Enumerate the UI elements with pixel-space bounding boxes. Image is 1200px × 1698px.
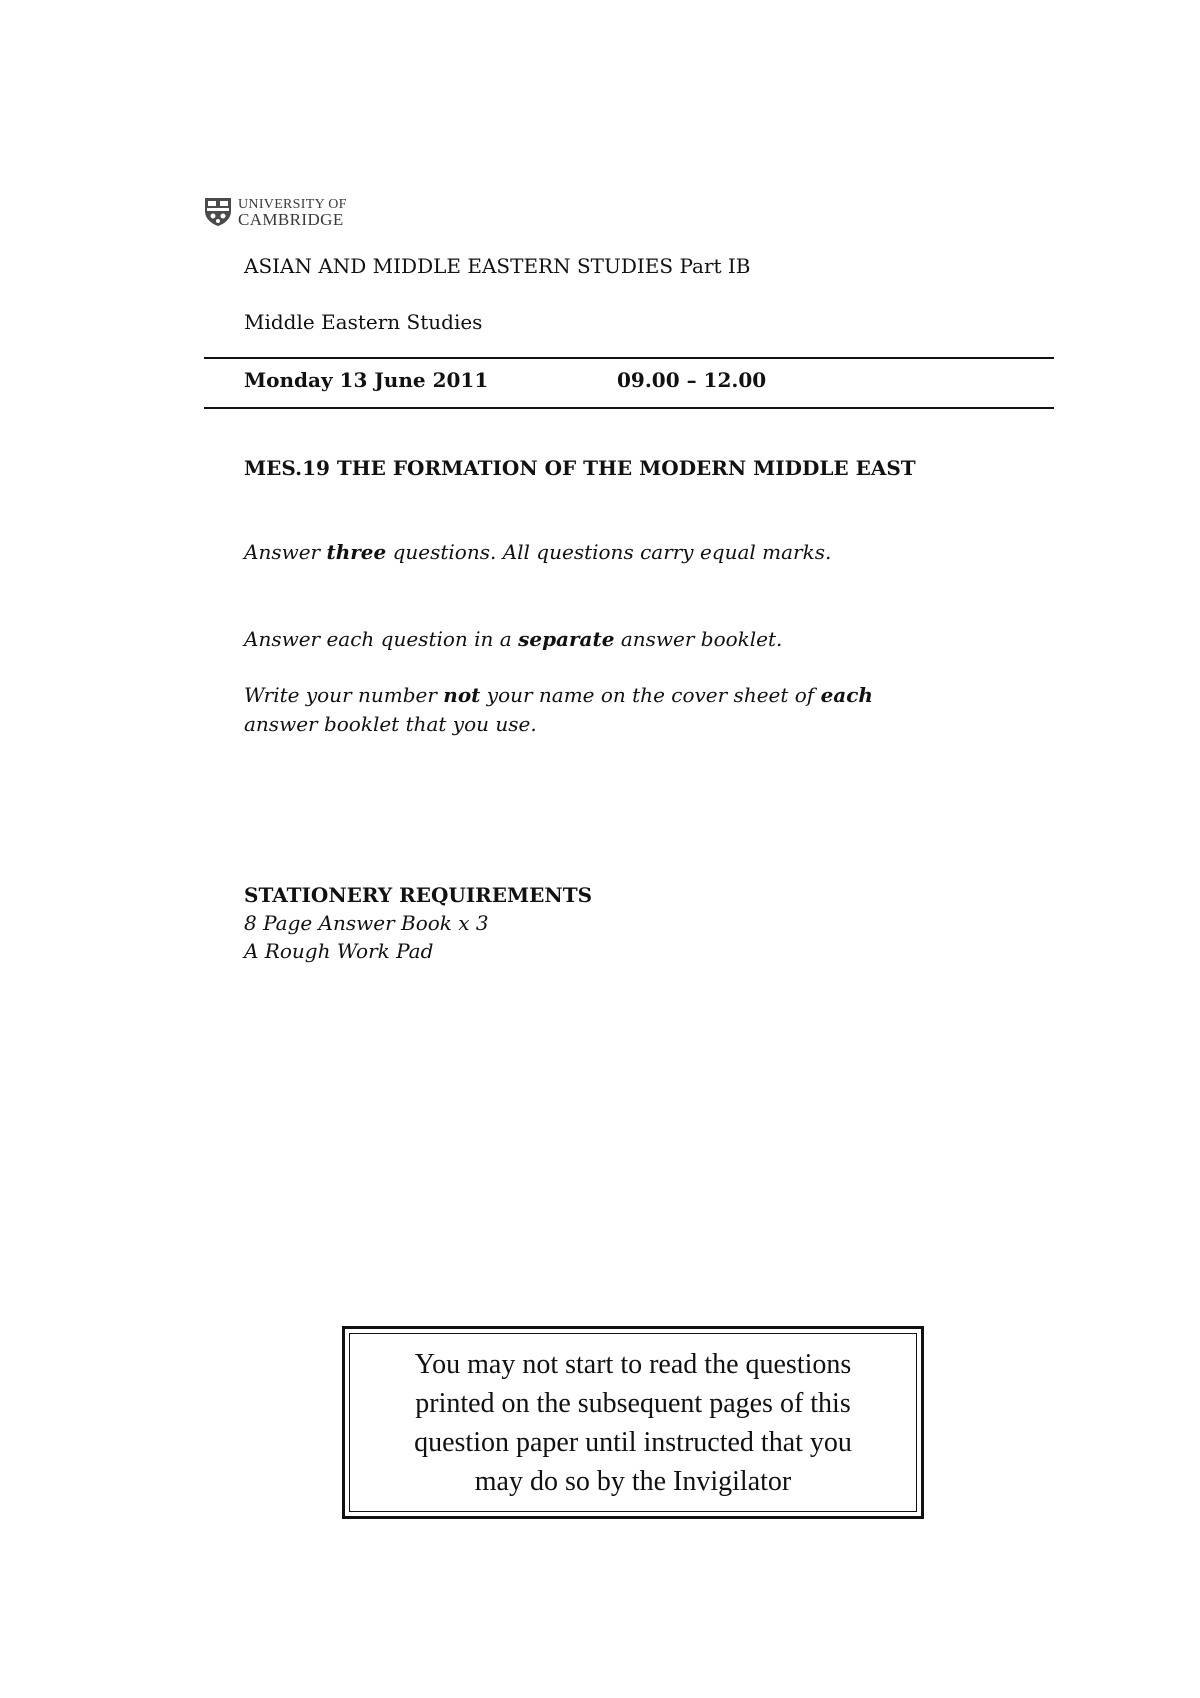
notice-text bbox=[414, 1345, 852, 1501]
invigilator-notice-box bbox=[342, 1326, 924, 1519]
instruction-separate-booklet bbox=[244, 627, 782, 651]
stationery-item: 8 Page Answer Book x 3 bbox=[244, 911, 489, 935]
notice-line: may do so by the Invigilator bbox=[474, 1465, 792, 1497]
notice-line: question paper until instructed that you bbox=[414, 1426, 852, 1458]
instruction-emphasis: three bbox=[326, 540, 387, 564]
instruction-emphasis: not bbox=[443, 683, 481, 707]
paper-title: MES.19 THE FORMATION OF THE MODERN MIDDLE EAST bbox=[244, 456, 916, 480]
instruction-text: questions. All questions carry equal marks. bbox=[386, 540, 832, 564]
instruction-text: answer booklet. bbox=[614, 627, 783, 651]
instruction-text: Write your number bbox=[244, 683, 444, 707]
university-logo bbox=[204, 196, 347, 228]
stationery-item: A Rough Work Pad bbox=[244, 939, 434, 963]
notice-line: You may not start to read the questions bbox=[414, 1348, 852, 1380]
stationery-heading: STATIONERY REQUIREMENTS bbox=[244, 883, 593, 907]
exam-time: 09.00 – 12.00 bbox=[617, 368, 767, 392]
instruction-emphasis: separate bbox=[518, 627, 615, 651]
instruction-text: Answer each question in a bbox=[244, 627, 519, 651]
instruction-emphasis: each bbox=[820, 683, 873, 707]
top-divider bbox=[204, 357, 1054, 359]
instruction-text: your name on the cover sheet of bbox=[480, 683, 821, 707]
notice-inner-border bbox=[349, 1333, 917, 1512]
instruction-write-number bbox=[244, 683, 873, 707]
notice-line: printed on the subsequent pages of this bbox=[415, 1387, 851, 1419]
bottom-divider bbox=[204, 407, 1054, 409]
logo-line-1: UNIVERSITY OF bbox=[238, 197, 347, 212]
instruction-write-number-cont: answer booklet that you use. bbox=[244, 712, 537, 736]
instruction-text: Answer bbox=[244, 540, 327, 564]
exam-name: ASIAN AND MIDDLE EASTERN STUDIES Part IB bbox=[244, 254, 751, 278]
logo-line-2: CAMBRIDGE bbox=[238, 210, 344, 229]
subject-name: Middle Eastern Studies bbox=[244, 310, 483, 334]
exam-date: Monday 13 June 2011 bbox=[244, 368, 489, 392]
logo-wordmark bbox=[238, 197, 347, 227]
instruction-answer-three bbox=[244, 540, 831, 564]
crest-icon bbox=[204, 197, 232, 227]
